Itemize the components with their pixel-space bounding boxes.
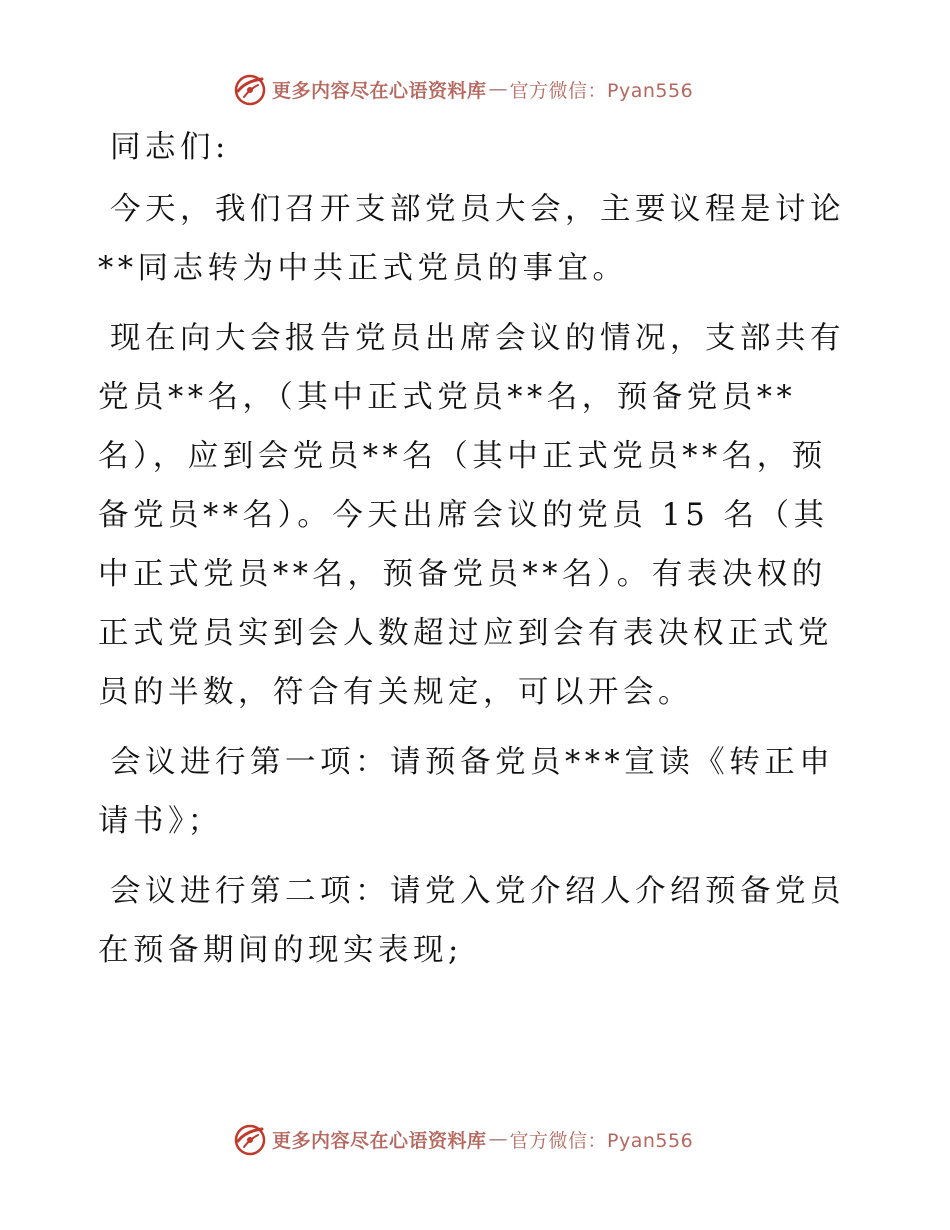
header-banner <box>232 70 693 108</box>
paragraph-item-one: 会议进行第一项：请预备党员***宣读《转正申请书》； <box>98 745 835 839</box>
paragraph-item-two: 会议进行第二项：请党入党介绍人介绍预备党员在预备期间的现实表现; <box>98 874 845 968</box>
document-body <box>98 118 850 991</box>
banner-separator: — <box>488 78 508 100</box>
footer-banner <box>232 1120 693 1158</box>
paragraph-agenda: 今天，我们召开支部党员大会，主要议程是讨论**同志转为中共正式党员的事宜。 <box>98 192 845 286</box>
footer-banner-separator: — <box>488 1128 508 1150</box>
paragraph-attendance: 现在向大会报告党员出席会议的情况，支部共有党员**名，（其中正式党员**名，预备党员**名），应到会党员**名（其中正式党员**名，预备党员**名）。今天出席会议的党员 15 名（其中正式党员**名，预备党员**名）。有表决权的正式党员实到会人数超过应到会有表决权正式党员的半数，符合有关规定，可以开会。 <box>98 321 845 710</box>
banner-contact: 官方微信：Pyan556 <box>509 79 694 102</box>
brush-logo-icon <box>232 1121 268 1157</box>
footer-banner-contact: 官方微信：Pyan556 <box>509 1129 694 1152</box>
banner-title: 更多内容尽在心语资料库 <box>272 79 487 102</box>
brush-logo-icon <box>232 71 268 107</box>
salutation: 同志们: <box>110 130 230 165</box>
footer-banner-title: 更多内容尽在心语资料库 <box>272 1129 487 1152</box>
